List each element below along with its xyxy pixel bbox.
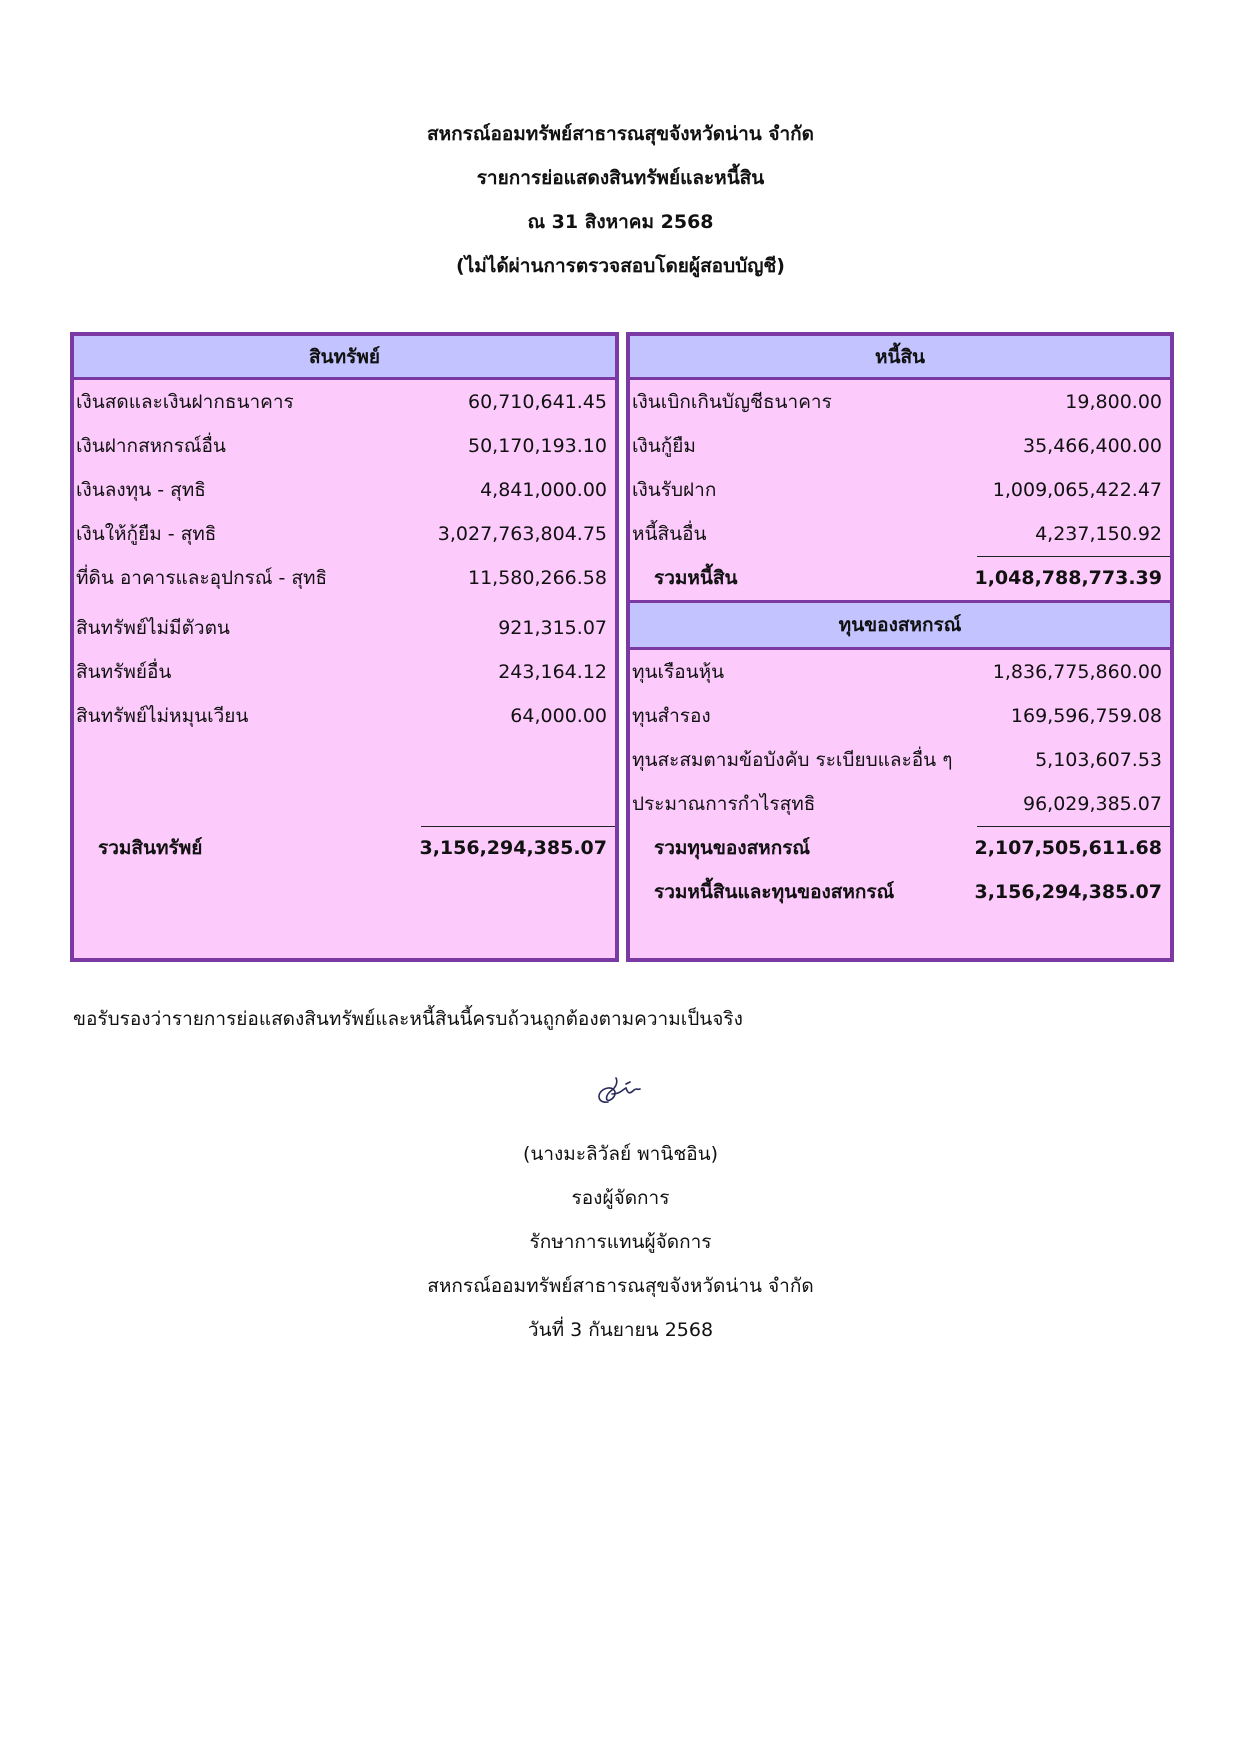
- liability-label: เงินกู้ยืม: [632, 435, 696, 457]
- spacer-row: [74, 782, 615, 826]
- report-date: ณ 31 สิงหาคม 2568: [527, 211, 714, 233]
- assets-total-row: [74, 826, 615, 870]
- asset-label: เงินลงทุน - สุทธิ: [76, 479, 206, 501]
- asset-value: 921,315.07: [498, 617, 607, 639]
- signatory-date: วันที่ 3 กันยายน 2568: [527, 1319, 714, 1341]
- liability-row: [630, 424, 1170, 468]
- equity-label: ทุนเรือนหุ้น: [632, 661, 725, 683]
- equity-label: ทุนสะสมตามข้อบังคับ ระเบียบและอื่น ๆ: [632, 749, 953, 771]
- liability-value: 35,466,400.00: [1022, 435, 1162, 457]
- liabilities-heading: หนี้สิน: [630, 336, 1170, 380]
- liability-label: เงินรับฝาก: [632, 479, 717, 501]
- asset-value: 64,000.00: [510, 705, 607, 727]
- signatory-acting: รักษาการแทนผู้จัดการ: [529, 1231, 712, 1253]
- liability-label: หนี้สินอื่น: [632, 523, 707, 545]
- equity-row: [630, 650, 1170, 694]
- spacer-row: [74, 738, 615, 782]
- signatory-block: [0, 1132, 1241, 1352]
- asset-label: สินทรัพย์อื่น: [76, 661, 172, 683]
- audit-note: (ไม่ได้ผ่านการตรวจสอบโดยผู้สอบบัญชี): [456, 255, 785, 277]
- liability-value: 4,237,150.92: [1035, 523, 1162, 545]
- asset-value: 243,164.12: [498, 661, 607, 683]
- liability-row: [630, 380, 1170, 424]
- equity-row: [630, 782, 1170, 826]
- asset-label: เงินฝากสหกรณ์อื่น: [76, 435, 226, 457]
- org-name: สหกรณ์ออมทรัพย์สาธารณสุขจังหวัดน่าน จำกัด: [427, 123, 814, 145]
- report-title: รายการย่อแสดงสินทรัพย์และหนี้สิน: [476, 167, 765, 189]
- liability-row: [630, 468, 1170, 512]
- asset-value: 11,580,266.58: [467, 567, 607, 589]
- liabilities-equity-panel: [626, 332, 1174, 962]
- grand-total-value: 3,156,294,385.07: [974, 881, 1162, 903]
- equity-total-label: รวมทุนของสหกรณ์: [654, 837, 811, 859]
- equity-label: ทุนสำรอง: [632, 705, 711, 727]
- equity-value: 5,103,607.53: [1035, 749, 1162, 771]
- asset-row: [74, 650, 615, 694]
- asset-label: สินทรัพย์ไม่หมุนเวียน: [76, 705, 249, 727]
- asset-row: [74, 380, 615, 424]
- certification-text: ขอรับรองว่ารายการย่อแสดงสินทรัพย์และหนี้สินนี้ครบถ้วนถูกต้องตามความเป็นจริง: [73, 1008, 743, 1030]
- asset-value: 4,841,000.00: [480, 479, 607, 501]
- asset-value: 50,170,193.10: [467, 435, 607, 457]
- grand-total-row: [630, 870, 1170, 914]
- equity-label: ประมาณการกำไรสุทธิ: [632, 793, 816, 815]
- asset-value: 3,027,763,804.75: [437, 523, 607, 545]
- signatory-org: สหกรณ์ออมทรัพย์สาธารณสุขจังหวัดน่าน จำกัด: [427, 1275, 814, 1297]
- equity-row: [630, 694, 1170, 738]
- liability-value: 19,800.00: [1065, 391, 1162, 413]
- signatory-name: (นางมะลิวัลย์ พานิชอิน): [522, 1143, 719, 1165]
- signatory-position: รองผู้จัดการ: [571, 1187, 670, 1209]
- assets-panel: [70, 332, 619, 962]
- asset-label: เงินสดและเงินฝากธนาคาร: [76, 391, 294, 413]
- asset-row: [74, 512, 615, 556]
- equity-row: [630, 738, 1170, 782]
- asset-label: เงินให้กู้ยืม - สุทธิ: [76, 523, 217, 545]
- assets-total-label: รวมสินทรัพย์: [98, 837, 203, 859]
- equity-value: 1,836,775,860.00: [992, 661, 1162, 683]
- equity-total-value: 2,107,505,611.68: [974, 826, 1162, 870]
- asset-row: [74, 468, 615, 512]
- liability-row: [630, 512, 1170, 556]
- asset-label: สินทรัพย์ไม่มีตัวตน: [76, 617, 230, 639]
- equity-total-row: [630, 826, 1170, 870]
- signature-mark: [556, 1060, 676, 1120]
- asset-row: [74, 694, 615, 738]
- asset-value: 60,710,641.45: [467, 391, 607, 413]
- asset-row: [74, 606, 615, 650]
- asset-row: [74, 424, 615, 468]
- liability-label: เงินเบิกเกินบัญชีธนาคาร: [632, 391, 832, 413]
- assets-heading: สินทรัพย์: [74, 336, 615, 380]
- liabilities-total-label: รวมหนี้สิน: [654, 567, 738, 589]
- asset-row: [74, 556, 615, 600]
- assets-total-value: 3,156,294,385.07: [419, 826, 607, 870]
- grand-total-label: รวมหนี้สินและทุนของสหกรณ์: [654, 881, 895, 903]
- liabilities-total-value: 1,048,788,773.39: [974, 556, 1162, 600]
- liability-value: 1,009,065,422.47: [992, 479, 1162, 501]
- equity-value: 169,596,759.08: [1010, 705, 1162, 727]
- liabilities-total-row: [630, 556, 1170, 600]
- report-header: [0, 112, 1241, 288]
- asset-label: ที่ดิน อาคารและอุปกรณ์ - สุทธิ: [76, 567, 328, 589]
- equity-value: 96,029,385.07: [1022, 793, 1162, 815]
- signature-area: [0, 1060, 1241, 1124]
- equity-heading: ทุนของสหกรณ์: [630, 600, 1170, 650]
